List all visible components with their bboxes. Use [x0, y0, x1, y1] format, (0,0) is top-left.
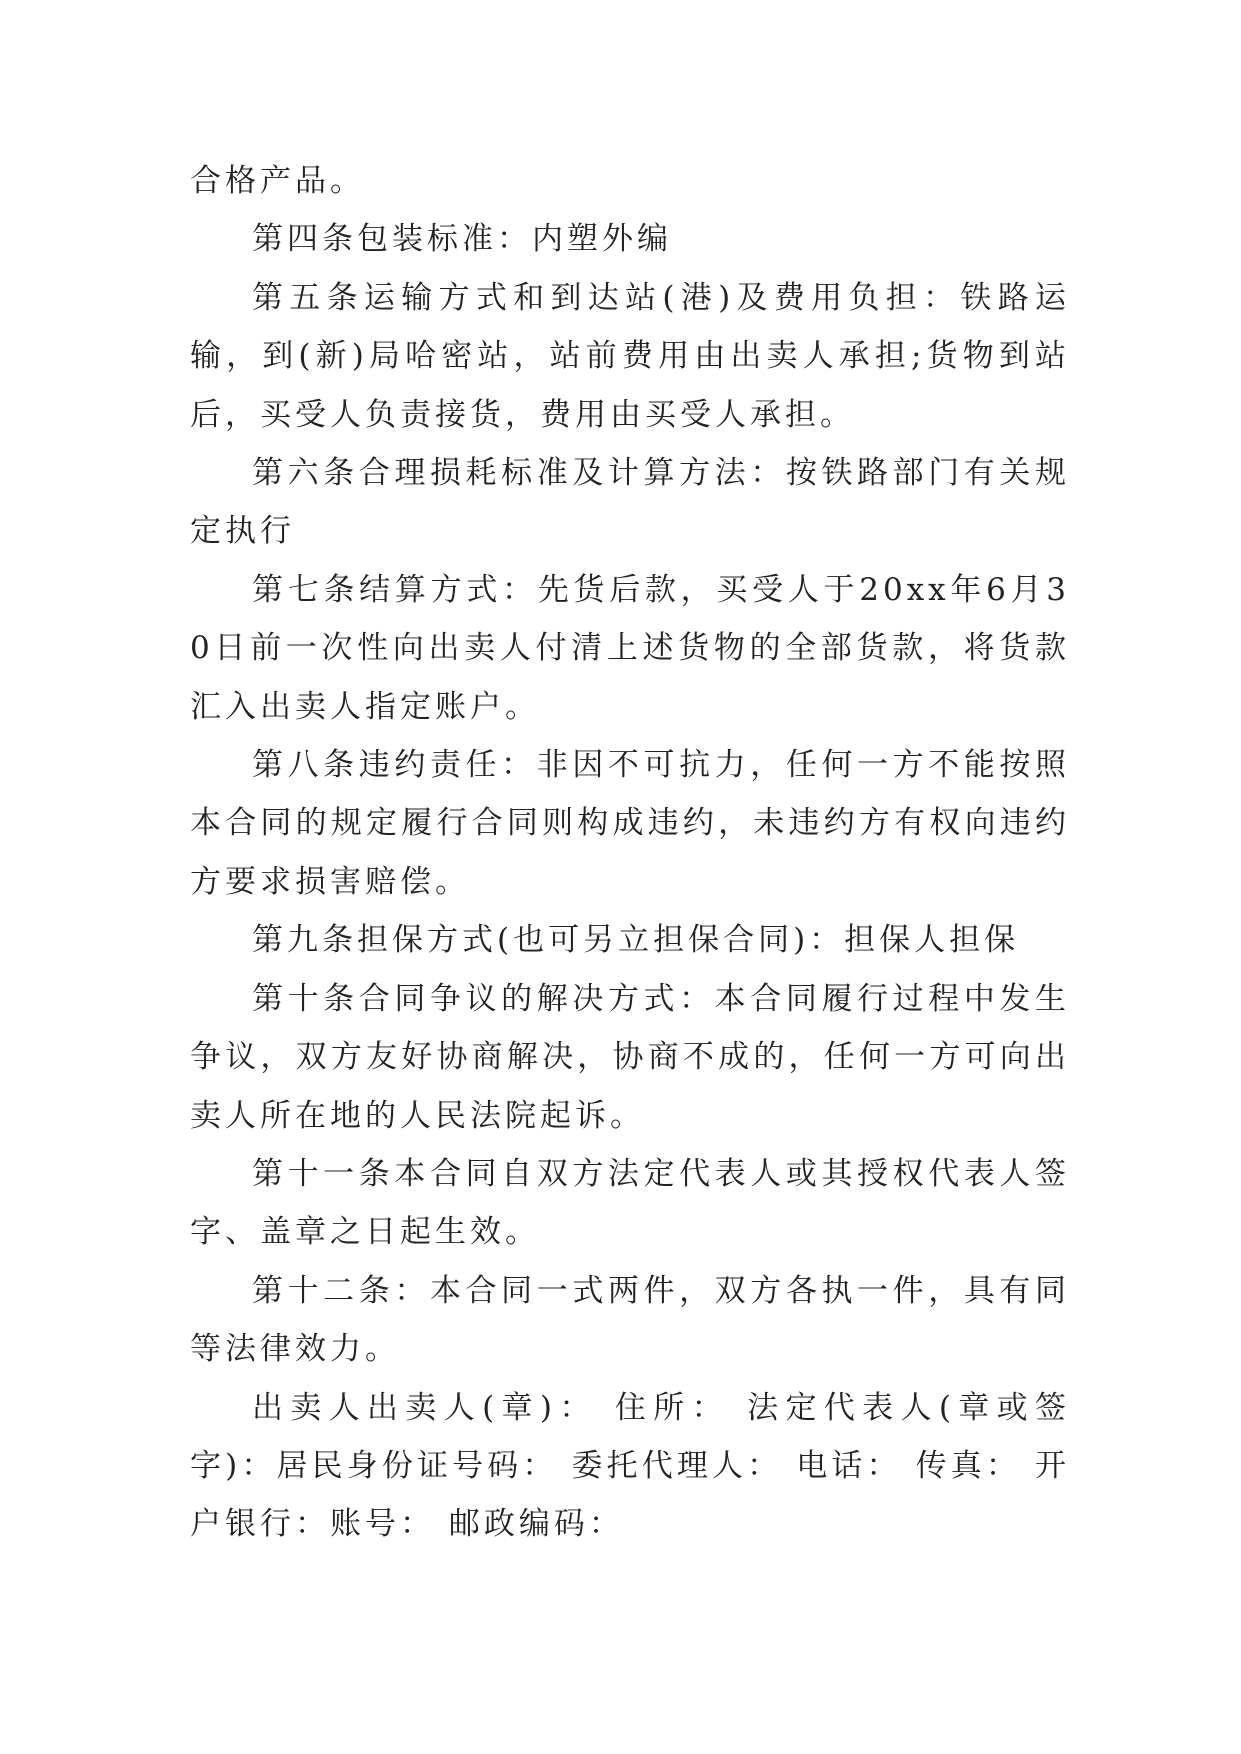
paragraph-article-4-packaging: 第四条包装标准：内塑外编	[252, 221, 672, 258]
paragraph-qualified-product: 合格产品。	[190, 163, 365, 199]
contract-body	[190, 152, 1070, 1554]
paragraph-article-5-transport: 第五条运输方式和到达站(港)及费用负担：铁路运输，到(新)局哈密站，站前费用由出卖人承担;货物到站后，买受人负责接货，费用由买受人承担。	[190, 279, 1070, 433]
paragraph-article-6-loss-standard: 第六条合理损耗标准及计算方法：按铁路部门有关规定执行	[190, 455, 1070, 550]
paragraph-article-12-copies: 第十二条：本合同一式两件，双方各执一件，具有同等法律效力。	[190, 1272, 1070, 1368]
paragraph-article-11-effect: 第十一条本合同自双方法定代表人或其授权代表人签字、盖章之日起生效。	[190, 1155, 1070, 1251]
paragraph-article-8-liability: 第八条违约责任：非因不可抗力，任何一方不能按照本合同的规定履行合同则构成违约，未违约方有权向违约方要求损害赔偿。	[190, 747, 1070, 900]
paragraph-article-9-guarantee: 第九条担保方式(也可另立担保合同)：担保人担保	[252, 922, 1020, 959]
paragraph-article-7-settlement: 第七条结算方式：先货后款，买受人于20xx年6月30日前一次性向出卖人付清上述货物的全部货款，将货款汇入出卖人指定账户。	[190, 571, 1070, 725]
paragraph-seller-signature-block: 出卖人出卖人(章)： 住所： 法定代表人(章或签字)：居民身份证号码： 委托代理人： 电话： 传真： 开户银行：账号： 邮政编码：	[190, 1389, 1070, 1543]
paragraph-article-10-dispute: 第十条合同争议的解决方式：本合同履行过程中发生争议，双方友好协商解决，协商不成的，任何一方可向出卖人所在地的人民法院起诉。	[190, 980, 1070, 1134]
